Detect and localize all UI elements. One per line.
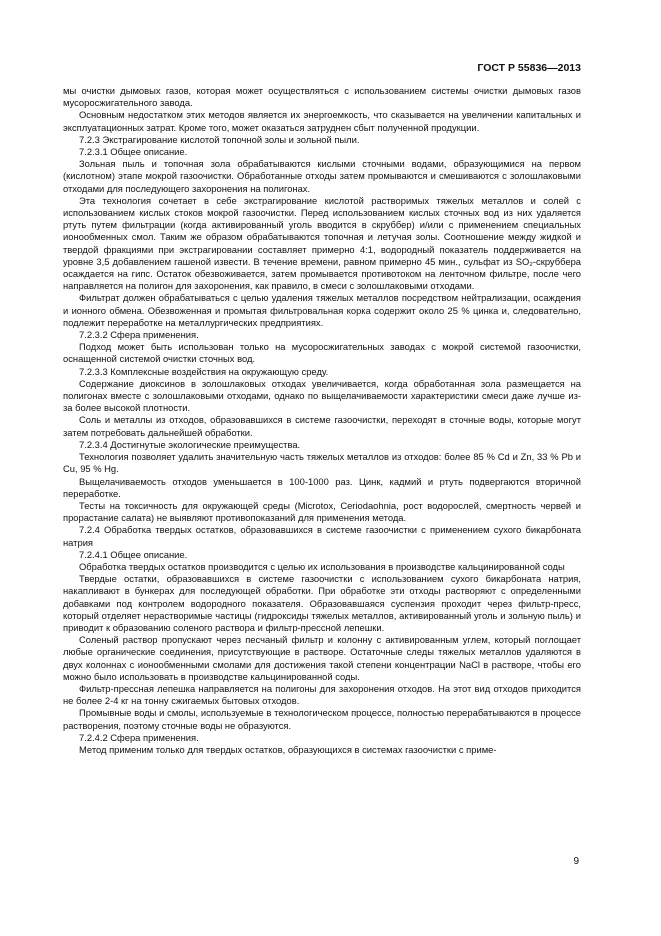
paragraph: Эта технология сочетает в себе экстрагирование кислотой растворимых тяжелых металлов и солей с использованием кислых стоков мокрой газоочистки. Перед использованием кислых сточных вод из них удаляется ртуть путем фильтрации (когда активированный уголь вводится в скруббер) и/или с применением специальных ионообменных смол. Таким же образом обрабатываются топочная и летучая золы. Соотношение между жидкой и твердой фракциями при экстрагировании составляет примерно 4:1, водородный показатель поддерживается на уровне 3,5 добавлением гашеной извести. В течение времени, равном примерно 45 мин., сульфат из SO₂-скруббера осаждается на гипс. Остаток обезвоживается, затем промывается противотоком на ленточном фильтре, после чего направляется на полигон для захоронения, как правило, в смеси с золошлаковыми отходами. <box>63 194 581 292</box>
section-heading: 7.2.4 Обработка твердых остатков, образовавшихся в системе газоочистки с применением сухого бикарбоната натрия <box>63 524 581 548</box>
section-heading: 7.2.3 Экстрагирование кислотой топочной золы и зольной пыли. <box>79 133 360 145</box>
document-header: ГОСТ Р 55836—2013 <box>477 62 581 74</box>
subsection-heading: 7.2.3.1 Общее описание. <box>79 146 188 158</box>
paragraph: Обработка твердых остатков производится с целью их использования в производстве кальцинированной соды <box>79 560 565 572</box>
subsection-heading: 7.2.3.3 Комплексные воздействия на окружающую среду. <box>79 365 329 377</box>
paragraph: Содержание диоксинов в золошлаковых отходах увеличивается, когда обработанная зола размещается на полигонах вместе с золошлаковыми отходами, однако по выщелачиваемости характеристики смеси даже лучше из-за более высокой плотности. <box>63 377 581 414</box>
paragraph: Соль и металлы из отходов, образовавшихся в системе газоочистки, переходят в сточные воды, которые могут затем потребовать дальнейшей обработки. <box>63 414 581 438</box>
subsection-heading: 7.2.3.2 Сфера применения. <box>79 329 199 341</box>
paragraph: мы очистки дымовых газов, которая может осуществляться с использованием системы очистки дымовых газов мусоросжигательного завода. <box>63 85 581 109</box>
paragraph: Твердые остатки, образовавшихся в системе газоочистки с использованием сухого бикарбоната натрия, накапливают в бункерах для последующей обработки. При обработке эти отходы растворяют с определенными добавками под контролем водородного показателя. Образовавшаяся суспензия проходит через фильтр-пресс, который отделяет нерастворимые частицы (гидроксиды тяжелых металлов, активированный уголь и зольную пыль) и приводит к образованию соленого раствора и фильтр-прессной лепешки. <box>63 573 581 633</box>
subsection-heading: 7.2.4.1 Общее описание. <box>79 548 188 560</box>
paragraph: Соленый раствор пропускают через песчаный фильтр и колонну с активированным углем, который поглощает любые органические соединения, присутствующие в растворе. Остаточные следы тяжелых металлов удаляются в двух колоннах с ионообменными смолами для достижения такой степени концентрации NaCl в растворе, чтобы его можно было использовать в производстве кальцинированной соды. <box>63 634 581 682</box>
paragraph: Промывные воды и смолы, используемые в технологическом процессе, полностью перерабатываются в процессе растворения, поэтому сточные воды не образуются. <box>63 707 581 731</box>
paragraph: Тесты на токсичность для окружающей среды (Microtox, Ceriodaohnia, рост водорослей, смертность червей и прорастание салата) не выявляют противопоказаний для применения метода. <box>63 499 581 524</box>
paragraph: Зольная пыль и топочная зола обрабатываются кислыми сточными водами, образующимися на первом (кислотном) этапе мокрой газоочистки. Обработанные отходы затем промываются и смешиваются с золошлаковыми отходами для последующего захоронения на полигонах. <box>63 158 581 194</box>
page-number: 9 <box>573 856 579 867</box>
paragraph: Метод применим только для твердых остатков, образующихся в системах газоочистки с приме- <box>79 743 497 755</box>
subsection-heading: 7.2.4.2 Сфера применения. <box>79 731 199 743</box>
paragraph: Фильтрат должен обрабатываться с целью удаления тяжелых металлов посредством нейтрализации, осаждения и ионного обмена. Обезвоженная и промытая фильтровальная корка содержит около 25 % цинка и, следовательно, подлежит переработке на металлургических предприятиях. <box>63 292 581 328</box>
paragraph: Технология позволяет удалить значительную часть тяжелых металлов из отходов: более 85 % Cd и Zn, 33 % Pb и Cu, 95 % Hg. <box>63 451 581 475</box>
paragraph: Основным недостатком этих методов является их энергоемкость, что сказывается на увеличении капитальных и эксплуатационных затрат. Кроме того, может оказаться затруднен сбыт полученной продукции. <box>63 109 581 133</box>
paragraph: Фильтр-прессная лепешка направляется на полигоны для захоронения отходов. На этот вид отходов приходится не более 2-4 кг на тонну сжигаемых бытовых отходов. <box>63 682 581 707</box>
subsection-heading: 7.2.3.4 Достигнутые экологические преимущества. <box>79 438 301 450</box>
paragraph: Подход может быть использован только на мусоросжигательных заводах с мокрой системой газоочистки, оснащенной системой очистки сточных вод. <box>63 341 581 365</box>
paragraph: Выщелачиваемость отходов уменьшается в 100-1000 раз. Цинк, кадмий и ртуть подвергаются вторичной переработке. <box>63 475 581 499</box>
page-body <box>63 85 581 756</box>
